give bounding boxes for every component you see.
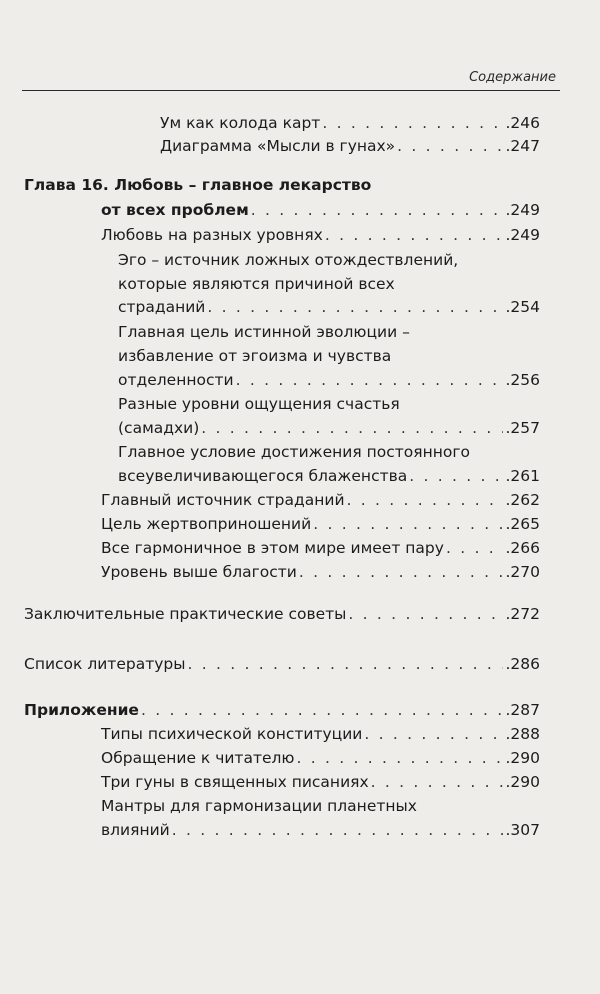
page-number: .247 [505,137,540,155]
leader-dots [236,367,504,393]
leader-dots [325,222,504,248]
leader-dots [397,133,503,159]
leader-dots [172,817,504,843]
header-rule [22,90,560,91]
page-number: .307 [505,821,540,839]
toc-entry-line: Главная цель истинной эволюции – [118,323,410,341]
leader-dots [141,697,504,723]
running-header: Содержание [469,70,556,85]
toc-entry-line: Главное условие достижения постоянного [118,443,470,461]
toc-entry[interactable]: (самадхи) . . . .257 [118,415,540,441]
page-number: .257 [505,419,540,437]
leader-dots [446,535,504,561]
toc-entry-line: Эго – источник ложных отождествлений, [118,251,459,269]
page-number: .254 [505,298,540,316]
page-number: .286 [505,655,540,673]
toc-entry[interactable]: Уровень выше благости . . . .270 [101,559,540,585]
page-number: .256 [505,371,540,389]
toc-entry[interactable]: отделенности . . . .256 [118,367,540,393]
page-number: .290 [505,749,540,767]
leader-dots [409,463,503,489]
toc-entry-line: избавление от эгоизма и чувства [118,347,392,365]
toc-entry[interactable]: Цель жертвоприношений . . . .265 [101,511,540,537]
leader-dots [364,721,503,747]
page-number: .287 [505,701,540,719]
leader-dots [299,559,504,585]
page-number: .288 [505,725,540,743]
page-number: .290 [505,773,540,791]
toc-entry[interactable]: Все гармоничное в этом мире имеет пару . . . .266 [101,535,540,561]
leader-dots [207,294,503,320]
page-number: .246 [505,114,540,132]
toc-entry-line: Мантры для гармонизации планетных [101,797,417,815]
leader-dots [251,197,504,223]
leader-dots [347,487,504,513]
toc-entry[interactable]: всеувеличивающегося блаженства . . . .261 [118,463,540,489]
chapter-heading: Глава 16. Любовь – главное лекарство [24,176,372,194]
leader-dots [313,511,503,537]
toc-entry[interactable]: Три гуны в священных писаниях . . . .290 [101,769,540,795]
toc-entry[interactable]: Приложение . . . .287 [24,697,540,723]
page-number: .261 [505,467,540,485]
toc-entry[interactable]: Типы психической конституции . . . .288 [101,721,540,747]
leader-dots [348,601,503,627]
leader-dots [371,769,504,795]
toc-entry[interactable]: влияний . . . .307 [101,817,540,843]
toc-entry[interactable]: Заключительные практические советы . . . .272 [24,601,540,627]
toc-entry[interactable]: страданий . . . .254 [118,294,540,320]
leader-dots [296,745,503,771]
leader-dots [188,651,504,677]
page-number: .270 [505,563,540,581]
toc-entry[interactable]: Любовь на разных уровнях . . . .249 [101,222,540,248]
toc-entry-line: которые являются причиной всех [118,275,395,293]
toc-entry[interactable]: Ум как колода карт . . . .246 [160,110,540,136]
toc-entry[interactable]: Диаграмма «Мысли в гунах» . . . .247 [160,133,540,159]
toc-entry[interactable]: от всех проблем . . . .249 [101,197,540,223]
page-number: .272 [505,605,540,623]
page-number: .262 [505,491,540,509]
toc-entry[interactable]: Список литературы . . . .286 [24,651,540,677]
page-number: .265 [505,515,540,533]
page-number: .266 [505,539,540,557]
page-number: .249 [505,226,540,244]
toc-entry[interactable]: Обращение к читателю . . . .290 [101,745,540,771]
toc-entry-line: Разные уровни ощущения счастья [118,395,400,413]
page-number: .249 [505,201,540,219]
leader-dots [201,415,503,441]
toc-entry[interactable]: Главный источник страданий . . . .262 [101,487,540,513]
